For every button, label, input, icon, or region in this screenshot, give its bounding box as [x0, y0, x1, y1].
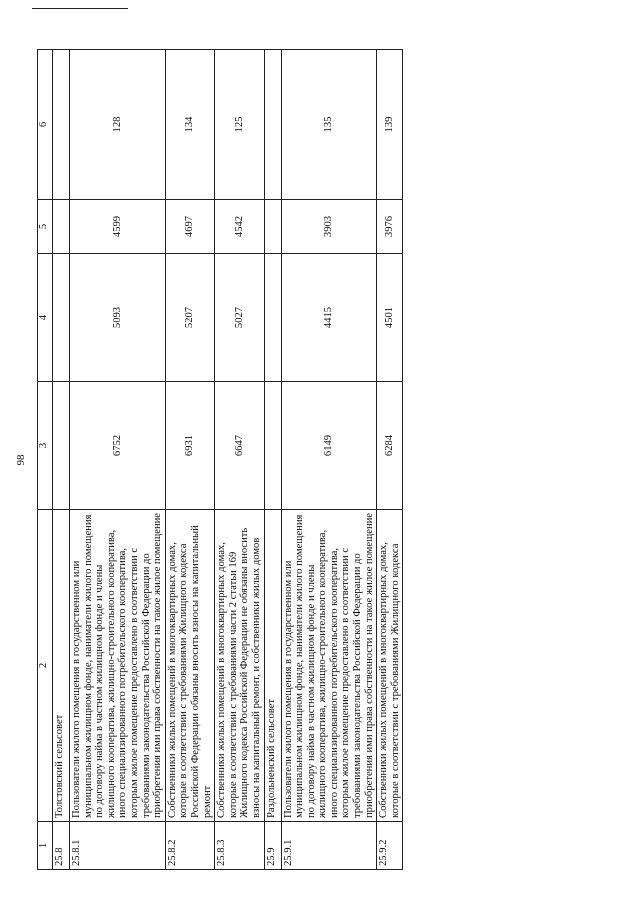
tariff-table [37, 49, 403, 870]
row-description: Пользователи жилого помещения в государственном или муниципальном жилищном фонде, наниматели жилого помещения по договору найма в частном жилищном фонде и члены жилищного кооператива, жилищно-строительного кооператива, иного специализированного потребительского кооператива, которым жилое помещение предоставлено в соответствии с требованиями законодательства Российской Федерации до приобретения ими права собственности на такое жилое помещение [70, 510, 166, 822]
value-col6: 139 [377, 50, 403, 200]
value-col6: 135 [281, 50, 377, 200]
header-row [38, 50, 53, 870]
value-col4: 4501 [377, 254, 403, 382]
group-row [264, 50, 281, 870]
value-col5: 4542 [215, 200, 264, 254]
value-col3: 6931 [165, 382, 214, 510]
table-row [281, 50, 377, 870]
page-number: 98 [15, 454, 27, 466]
value-col3: 6149 [281, 382, 377, 510]
row-code: 25.8 [53, 822, 70, 870]
table-row [165, 50, 214, 870]
group-row [53, 50, 70, 870]
row-description: Собственники жилых помещений в многоквартирных домах, которые в соответствии с требованиями части 2 статьи 169 Жилищного кодекса Российской Федерации не обязаны вносить взносы на капитальный ремонт, и собственники жилых домов [215, 510, 264, 822]
value-col5: 3903 [281, 200, 377, 254]
group-name: Раздольненский сельсовет [264, 510, 281, 822]
group-name: Толстовский сельсовет [53, 510, 70, 822]
row-code: 25.9 [264, 822, 281, 870]
value-col5: 3976 [377, 200, 403, 254]
rotated-page [15, 50, 545, 870]
table-row [377, 50, 403, 870]
row-code: 25.8.1 [70, 822, 166, 870]
value-col6: 134 [165, 50, 214, 200]
header-cell: 2 [38, 510, 53, 822]
row-description: Собственники жилых помещений в многоквартирных домах, которые в соответствии с требованиями Жилищного кодекса [377, 510, 403, 822]
header-cell: 4 [38, 254, 53, 382]
row-code: 25.8.2 [165, 822, 214, 870]
row-description: Пользователи жилого помещения в государственном или муниципальном жилищном фонде, наниматели жилого помещения по договору найма в частном жилищном фонде и члены жилищного кооператива, жилищно-строительного кооператива, иного специализированного потребительского кооператива, которым жилое помещение предоставлено в соответствии с требованиями законодательства Российской Федерации до приобретения ими права собственности на такое жилое помещение [281, 510, 377, 822]
header-cell: 1 [38, 822, 53, 870]
value-col6: 125 [215, 50, 264, 200]
top-rule [32, 8, 128, 9]
header-cell: 3 [38, 382, 53, 510]
value-col4: 5027 [215, 254, 264, 382]
value-col4: 4415 [281, 254, 377, 382]
table-row [215, 50, 264, 870]
row-code: 25.9.2 [377, 822, 403, 870]
value-col3: 6647 [215, 382, 264, 510]
value-col5: 4599 [70, 200, 166, 254]
row-code: 25.8.3 [215, 822, 264, 870]
value-col4: 5093 [70, 254, 166, 382]
table-row [70, 50, 166, 870]
value-col3: 6752 [70, 382, 166, 510]
header-cell: 5 [38, 200, 53, 254]
value-col3: 6284 [377, 382, 403, 510]
value-col6: 128 [70, 50, 166, 200]
header-cell: 6 [38, 50, 53, 200]
row-code: 25.9.1 [281, 822, 377, 870]
value-col4: 5207 [165, 254, 214, 382]
value-col5: 4697 [165, 200, 214, 254]
row-description: Собственники жилых помещений в многоквартирных домах, которые в соответствии с требованиями Жилищного кодекса Российской Федерации обязаны вносить взносы на капитальный ремонт [165, 510, 214, 822]
